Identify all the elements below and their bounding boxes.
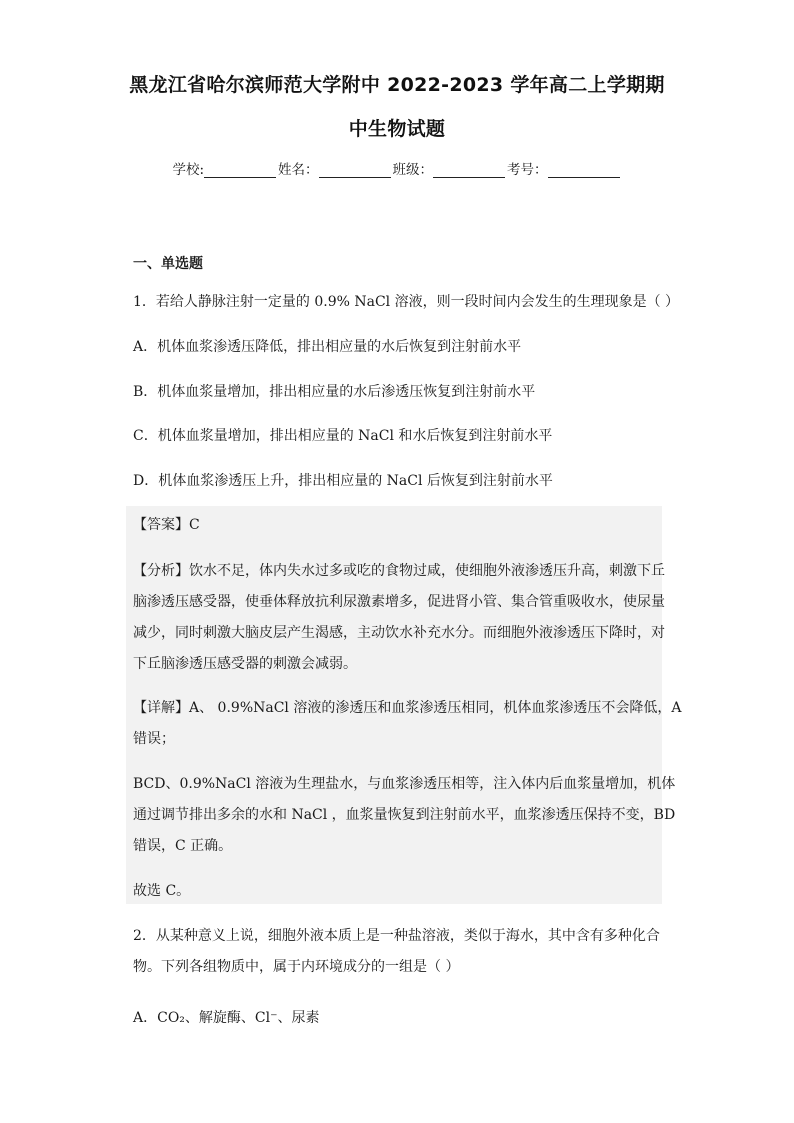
question-1-option-d: D．机体血浆渗透压上升，排出相应量的 NaCl 后恢复到注射前水平 bbox=[133, 473, 553, 489]
student-info-line bbox=[0, 158, 794, 178]
exam-number-label: 考号： bbox=[507, 162, 548, 178]
school-blank[interactable] bbox=[204, 163, 276, 178]
school-label: 学校: bbox=[172, 162, 205, 178]
class-blank[interactable] bbox=[433, 163, 505, 178]
exam-title-line-2: 中生物试题 bbox=[348, 118, 446, 140]
answer-line: 【答案】C bbox=[133, 517, 200, 533]
detail-line: 通过调节排出多余的水和 NaCl ，血浆量恢复到注射前水平，血浆渗透压保持不变，BD bbox=[133, 807, 676, 823]
question-2-option-a: A．CO₂、解旋酶、Cl⁻、尿素 bbox=[133, 1010, 320, 1026]
question-2-stem-line: 2．从某种意义上说，细胞外液本质上是一种盐溶液，类似于海水，其中含有多种化合 bbox=[133, 928, 660, 944]
analysis-line: 减少，同时刺激大脑皮层产生渴感，主动饮水补充水分。而细胞外液渗透压下降时，对 bbox=[133, 625, 665, 641]
name-blank[interactable] bbox=[319, 163, 391, 178]
question-1-option-c: C．机体血浆量增加，排出相应量的 NaCl 和水后恢复到注射前水平 bbox=[133, 428, 553, 444]
exam-number-blank[interactable] bbox=[548, 163, 620, 178]
question-1-stem: 1．若给人静脉注射一定量的 0.9% NaCl 溶液，则一段时间内会发生的生理现象是（ ） bbox=[133, 294, 680, 310]
detail-line: 【详解】A、 0.9%NaCl 溶液的渗透压和血浆渗透压相同，机体血浆渗透压不会降低，A bbox=[133, 700, 682, 716]
analysis-line: 下丘脑渗透压感受器的刺激会减弱。 bbox=[133, 656, 357, 672]
section-heading: 一、单选题 bbox=[133, 256, 203, 272]
analysis-line: 【分析】饮水不足，体内失水过多或吃的食物过咸，使细胞外液渗透压升高，刺激下丘 bbox=[133, 563, 665, 579]
question-1-option-a: A．机体血浆渗透压降低，排出相应量的水后恢复到注射前水平 bbox=[133, 339, 522, 355]
name-label: 姓名： bbox=[278, 162, 319, 178]
class-label: 班级： bbox=[392, 162, 434, 178]
conclusion-line: 故选 C。 bbox=[133, 883, 191, 899]
detail-line: 错误，C 正确。 bbox=[133, 838, 233, 854]
detail-line: BCD、0.9%NaCl 溶液为生理盐水，与血浆渗透压相等，注入体内后血浆量增加，机体 bbox=[133, 776, 676, 792]
analysis-line: 脑渗透压感受器，使垂体释放抗利尿激素增多，促进肾小管、集合管重吸收水，使尿量 bbox=[133, 594, 665, 610]
detail-line: 错误； bbox=[133, 731, 175, 747]
question-1-option-b: B．机体血浆量增加，排出相应量的水后渗透压恢复到注射前水平 bbox=[133, 384, 536, 400]
exam-title-line-1: 黑龙江省哈尔滨师范大学附中 2022-2023 学年高二上学期期 bbox=[129, 74, 665, 96]
question-2-stem-line: 物。下列各组物质中，属于内环境成分的一组是（ ） bbox=[133, 959, 460, 975]
